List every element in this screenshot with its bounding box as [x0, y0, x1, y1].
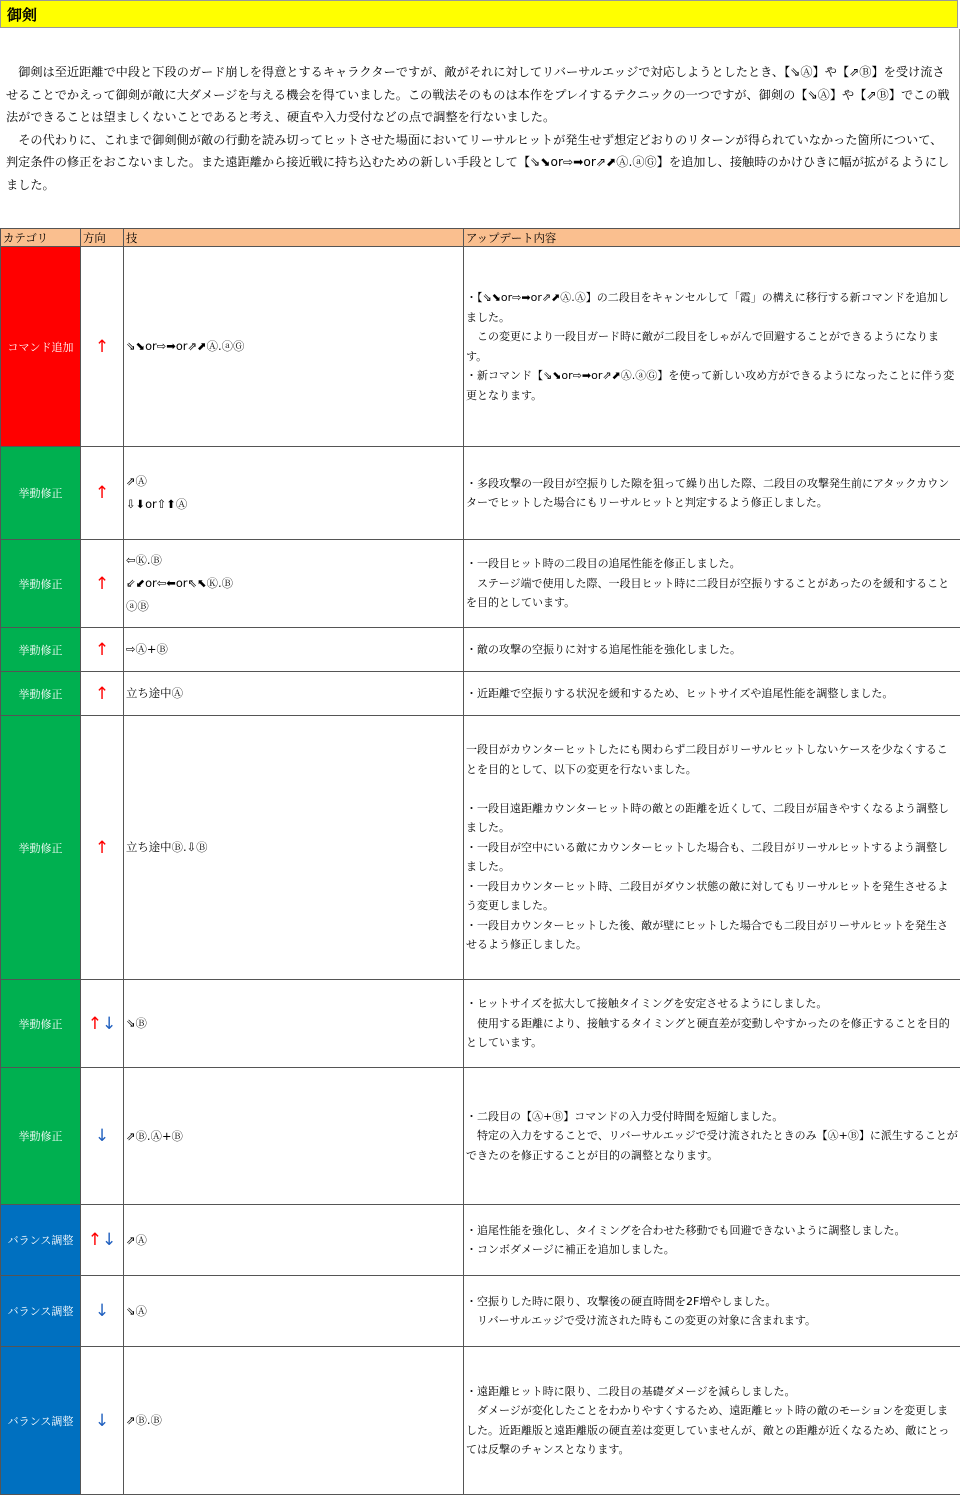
table-row [1, 980, 960, 1068]
move-cell [124, 447, 464, 540]
update-note-line: ・空振りした時に限り、攻撃後の硬直時間を2F増やしました。 [466, 1294, 777, 1308]
category-cell: バランス調整 [1, 1205, 81, 1276]
category-cell: 挙動修正 [1, 716, 81, 980]
update-note-cell [464, 672, 960, 716]
move-command: ⇨Ⓐ+Ⓑ [126, 642, 168, 656]
update-note-line: ・コンボダメージに補正を追加しました。 [466, 1243, 675, 1256]
direction-cell [81, 672, 124, 716]
direction-cell [81, 1347, 124, 1495]
intro-paragraph: その代わりに、これまで御剣側が敵の行動を読み切ってヒットさせた場面においてリーサルヒットが発生せず想定どおりのリターンが得られていなかった箇所について、判定条件の修正をおこないました。また遠距離から接近戦に持ち込むための新しい手段として【⇘⬊or⇨➡or⇗⬈Ⓐ.ⓐⒼ】を追加し、接触時のかけひきに幅が拡がるようにしました。 [6, 132, 950, 192]
move-cell [124, 247, 464, 447]
move-cell [124, 672, 464, 716]
move-command: ⇗Ⓐ [126, 474, 147, 488]
arrow-up-icon: ↑ [94, 483, 110, 503]
move-cell [124, 628, 464, 672]
update-table [0, 228, 960, 1495]
arrow-up-icon: ↑ [94, 683, 110, 704]
update-note-line: この変更により一段目ガード時に敵が二段目をしゃがんで回避することができるようになります。 [466, 330, 939, 363]
update-note-line: ダメージが変化したことをわかりやすくするため、遠距離ヒット時の敵のモーションを変更しました。近距離版と遠距離版の硬直差は変更していませんが、敵との距離が近くなるため、敵にとっては反撃のチャンスとなります。 [466, 1404, 950, 1456]
move-cell [124, 716, 464, 980]
category-cell: バランス調整 [1, 1276, 81, 1347]
intro-paragraph: 御剣は至近距離で中段と下段のガード崩しを得意とするキャラクターですが、敵がそれに対してリバーサルエッジで対応しようとしたとき、【⇘Ⓐ】や【⇗Ⓑ】を受け流させることでかえって御剣が敵に大ダメージを与える機会を得ていました。この戦法そのものは本作をプレイするテクニックの一つですが、御剣の【⇘Ⓐ】や【⇗Ⓑ】でこの戦法ができることは望ましくないことであると考え、硬直や入力受付などの点で調整を行ないました。 [6, 65, 950, 124]
header-category: カテゴリ [1, 229, 81, 247]
header-update: アップデート内容 [464, 229, 960, 247]
table-row [1, 1205, 960, 1276]
table-row [1, 1347, 960, 1495]
header-move: 技 [124, 229, 464, 247]
arrow-up-icon: ↑ [94, 336, 110, 357]
update-note-line: ・一段目カウンターヒットした後、敵が壁にヒットした場合でも二段目がリーサルヒットを発生させるよう修正しました。 [466, 918, 949, 952]
direction-cell [81, 540, 124, 628]
update-note-line: ・一段目が空中にいる敵にカウンターヒットした場合も、二段目がリーサルヒットするよう調整しました。 [466, 840, 949, 874]
direction-cell [81, 980, 124, 1068]
category-cell: 挙動修正 [1, 540, 81, 628]
category-cell: コマンド追加 [1, 247, 81, 447]
arrow-up-icon: ↑ [94, 837, 110, 858]
move-command: ⇘⬊or⇨➡or⇗⬈Ⓐ.ⓐⒼ [126, 339, 245, 353]
category-cell: バランス調整 [1, 1347, 81, 1495]
move-command: ⇗Ⓑ.Ⓐ+Ⓑ [126, 1128, 183, 1143]
move-command: 立ち途中Ⓑ.⇩Ⓑ [126, 840, 208, 854]
update-note-cell [464, 447, 960, 540]
arrow-up-icon: ↑ [87, 1230, 102, 1250]
table-row [1, 716, 960, 980]
table-row [1, 1068, 960, 1205]
arrow-up-icon: ↑ [94, 573, 110, 594]
move-command: 立ち途中Ⓐ [126, 686, 183, 700]
table-header-row [1, 229, 960, 247]
update-note-line: ・追尾性能を強化し、タイミングを合わせた移動でも回避できないように調整しました。 [466, 1223, 906, 1237]
move-command: ⇩⬇or⇧⬆Ⓐ [126, 497, 188, 511]
arrow-down-icon: ↓ [102, 1230, 117, 1250]
direction-cell [81, 1205, 124, 1276]
update-note-cell [464, 980, 960, 1068]
move-command: ⇘Ⓑ [126, 1016, 147, 1030]
table-row [1, 540, 960, 628]
update-note-line: ・【⇘⬊or⇨➡or⇗⬈Ⓐ.Ⓐ】の二段目をキャンセルして「霞」の構えに移行する新コマンドを追加しました。 [466, 291, 949, 324]
intro-text [0, 29, 960, 228]
update-note-cell [464, 716, 960, 980]
update-note-line: ・近距離で空振りする状況を緩和するため、ヒットサイズや追尾性能を調整しました。 [466, 686, 894, 700]
move-cell [124, 1276, 464, 1347]
move-cell [124, 1205, 464, 1276]
move-cell [124, 540, 464, 628]
update-note-cell [464, 1068, 960, 1205]
update-note-cell [464, 540, 960, 628]
update-note-cell [464, 1276, 960, 1347]
arrow-up-icon: ↑ [94, 639, 110, 660]
update-note-line: ・敵の攻撃の空振りに対する追尾性能を強化しました。 [466, 642, 741, 656]
arrow-up-icon: ↑ [87, 1013, 102, 1034]
header-direction: 方向 [81, 229, 124, 247]
direction-cell [81, 716, 124, 980]
table-row [1, 447, 960, 540]
move-command: ⇘Ⓐ [126, 1303, 147, 1318]
move-command: ⇦Ⓚ.Ⓑ [126, 553, 162, 567]
page-title: 御剣 [0, 0, 958, 28]
category-cell: 挙動修正 [1, 1068, 81, 1205]
move-command: ⇗Ⓐ [126, 1232, 147, 1247]
direction-cell [81, 447, 124, 540]
update-note-cell [464, 1347, 960, 1495]
move-cell [124, 980, 464, 1068]
table-row [1, 1276, 960, 1347]
category-cell: 挙動修正 [1, 672, 81, 716]
update-note-cell [464, 247, 960, 447]
direction-cell [81, 247, 124, 447]
update-note-line [466, 779, 958, 799]
move-cell [124, 1068, 464, 1205]
arrow-down-icon: ↓ [94, 1126, 110, 1146]
update-note-line: ・多段攻撃の一段目が空振りした隙を狙って繰り出した際、二段目の攻撃発生前にアタックカウンターでヒットした場合にもリーサルヒットと判定するよう修正しました。 [466, 476, 950, 509]
table-row [1, 247, 960, 447]
update-note-line: ・二段目の【Ⓐ+Ⓑ】コマンドの入力受付時間を短縮しました。 [466, 1109, 784, 1123]
table-row [1, 672, 960, 716]
arrow-down-icon: ↓ [102, 1013, 117, 1034]
update-note-line: 特定の入力をすることで、リバーサルエッジで受け流されたときのみ【Ⓐ+Ⓑ】に派生することができたのを修正することが目的の調整となります。 [466, 1129, 958, 1162]
update-note-line: ・遠距離ヒット時に限り、二段目の基礎ダメージを減らしました。 [466, 1384, 796, 1398]
update-note-line: ・一段目カウンターヒット時、二段目がダウン状態の敵に対してもリーサルヒットを発生させるよう変更しました。 [466, 879, 949, 913]
update-note-line: ・新コマンド【⇘⬊or⇨➡or⇗⬈Ⓐ.ⓐⒼ】を使って新しい攻め方ができるようになったことに伴う変更となります。 [466, 369, 955, 402]
direction-cell [81, 628, 124, 672]
update-note-line: ・一段目ヒット時の二段目の追尾性能を修正しました。 [466, 557, 741, 571]
update-note-line: ステージ端で使用した際、一段目ヒット時に二段目が空振りすることがあったのを緩和することを目的としています。 [466, 576, 950, 610]
move-command: ⓐⒷ [126, 599, 149, 613]
category-cell: 挙動修正 [1, 980, 81, 1068]
update-note-line: 一段目がカウンターヒットしたにも関わらず二段目がリーサルヒットしないケースを少なくすることを目的として、以下の変更を行ないました。 [466, 743, 948, 776]
update-note-line: 使用する距離により、接触するタイミングと硬直差が変動しやすかったのを修正することを目的としています。 [466, 1016, 950, 1050]
arrow-down-icon: ↓ [94, 1410, 110, 1431]
update-note-line: ・一段目遠距離カウンターヒット時の敵との距離を近くして、二段目が届きやすくなるよう調整しました。 [466, 801, 950, 835]
update-note-cell [464, 628, 960, 672]
move-command: ⇙⬋or⇦⬅or⇖⬉Ⓚ.Ⓑ [126, 576, 233, 590]
move-command: ⇗Ⓑ.Ⓑ [126, 1413, 162, 1427]
update-note-line: ・ヒットサイズを拡大して接触タイミングを安定させるようにしました。 [466, 997, 828, 1011]
category-cell: 挙動修正 [1, 447, 81, 540]
update-note-line: リバーサルエッジで受け流された時もこの変更の対象に含まれます。 [466, 1314, 817, 1327]
arrow-down-icon: ↓ [94, 1301, 110, 1321]
move-cell [124, 1347, 464, 1495]
direction-cell [81, 1276, 124, 1347]
direction-cell [81, 1068, 124, 1205]
table-row [1, 628, 960, 672]
category-cell: 挙動修正 [1, 628, 81, 672]
update-note-cell [464, 1205, 960, 1276]
